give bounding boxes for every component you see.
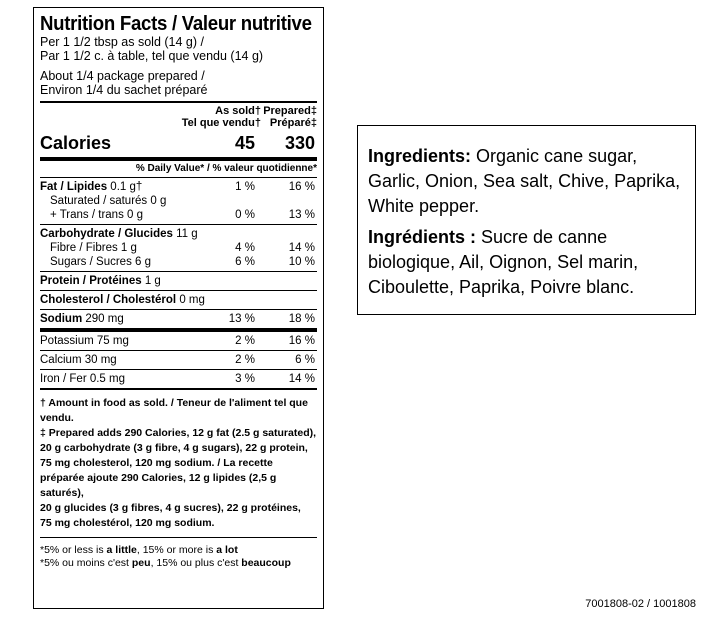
- calories-prepared: 330: [284, 133, 315, 153]
- sodium-row: Sodium 290 mg 13 % 18 %: [40, 313, 315, 325]
- carbohydrate-row: Carbohydrate / Glucides 11 g: [40, 228, 198, 240]
- divider: [40, 101, 317, 103]
- protein-group: [40, 272, 317, 290]
- potassium-row: Potassium 75 mg 2 % 16 %: [40, 335, 315, 347]
- ingredients-box: [357, 125, 696, 315]
- nutrition-title: Nutrition Facts / Valeur nutritive: [40, 13, 312, 35]
- ingredients-fr: Ingrédients : Sucre de canne biologique, Ail, Oignon, Sel marin, Ciboulette, Paprika, Poivre blanc.: [368, 227, 639, 297]
- prepared-header: Prepared‡ Préparé‡: [263, 105, 317, 129]
- footnotes: † Amount in food as sold. / Teneur de l'aliment tel que vendu. ‡ Prepared adds 290 Calories, 12 g fat (2.5 g saturated), 20 g carbohydrate (3 g fibre, 4 g sugars), 22 g protein, 75 mg cholesterol, 120 mg sodium. / La recette préparée ajoute 290 Calories, 12 g lipides (2,5 g saturés), 20 g glucides (3 g fibres, 4 g sucres), 22 g protéines, 75 mg cholestérol, 120 mg sodium.: [40, 397, 317, 529]
- iron-row: Iron / Fer 0.5 mg 3 % 14 %: [40, 373, 315, 385]
- column-headers: [40, 105, 317, 131]
- potassium-group: [40, 332, 317, 350]
- cholesterol-group: [40, 291, 317, 309]
- cholesterol-row: Cholesterol / Cholestérol 0 mg: [40, 294, 205, 306]
- daily-value-note: [40, 538, 317, 570]
- fat-group: [40, 178, 317, 224]
- ingredients-en: Ingredients: Organic cane sugar, Garlic, Onion, Sea salt, Chive, Paprika, White pepper.: [368, 146, 681, 216]
- sodium-group: [40, 310, 317, 328]
- dv-note-en: *5% or less is a little, 15% or more is a lot: [40, 544, 238, 556]
- calories-as-sold: 45: [234, 133, 255, 153]
- trans-row: + Trans / trans 0 g 0 % 13 %: [50, 209, 315, 221]
- nutrition-facts-table: [33, 7, 324, 609]
- serving-prepared-line-1: About 1/4 package prepared /: [40, 69, 205, 83]
- serving-prepared-line-2: Environ 1/4 du sachet préparé: [40, 83, 208, 97]
- serving-line-1: Per 1 1/2 tbsp as sold (14 g) /: [40, 35, 204, 49]
- fibre-row: Fibre / Fibres 1 g 4 % 14 %: [50, 242, 315, 254]
- calcium-group: [40, 351, 317, 369]
- serving-line-2: Par 1 1/2 c. à table, tel que vendu (14 g): [40, 49, 264, 63]
- carbohydrate-group: [40, 225, 317, 271]
- fat-row: Fat / Lipides 0.1 g† 1 % 16 %: [40, 181, 315, 193]
- calories-row: [40, 131, 317, 157]
- daily-value-header: % Daily Value* / % valeur quotidienne*: [135, 163, 317, 174]
- protein-row: Protein / Protéines 1 g: [40, 275, 161, 287]
- calories-label: Calories: [40, 133, 112, 153]
- calcium-row: Calcium 30 mg 2 % 6 %: [40, 354, 315, 366]
- product-code: 7001808-02 / 1001808: [585, 598, 696, 610]
- iron-group: [40, 370, 317, 388]
- dv-note-fr: *5% ou moins c'est peu, 15% ou plus c'est beaucoup: [40, 557, 291, 569]
- saturated-row: Saturated / saturés 0 g: [50, 195, 167, 207]
- sugars-row: Sugars / Sucres 6 g 6 % 10 %: [50, 256, 315, 268]
- as-sold-header: As sold† Tel que vendu†: [181, 105, 261, 129]
